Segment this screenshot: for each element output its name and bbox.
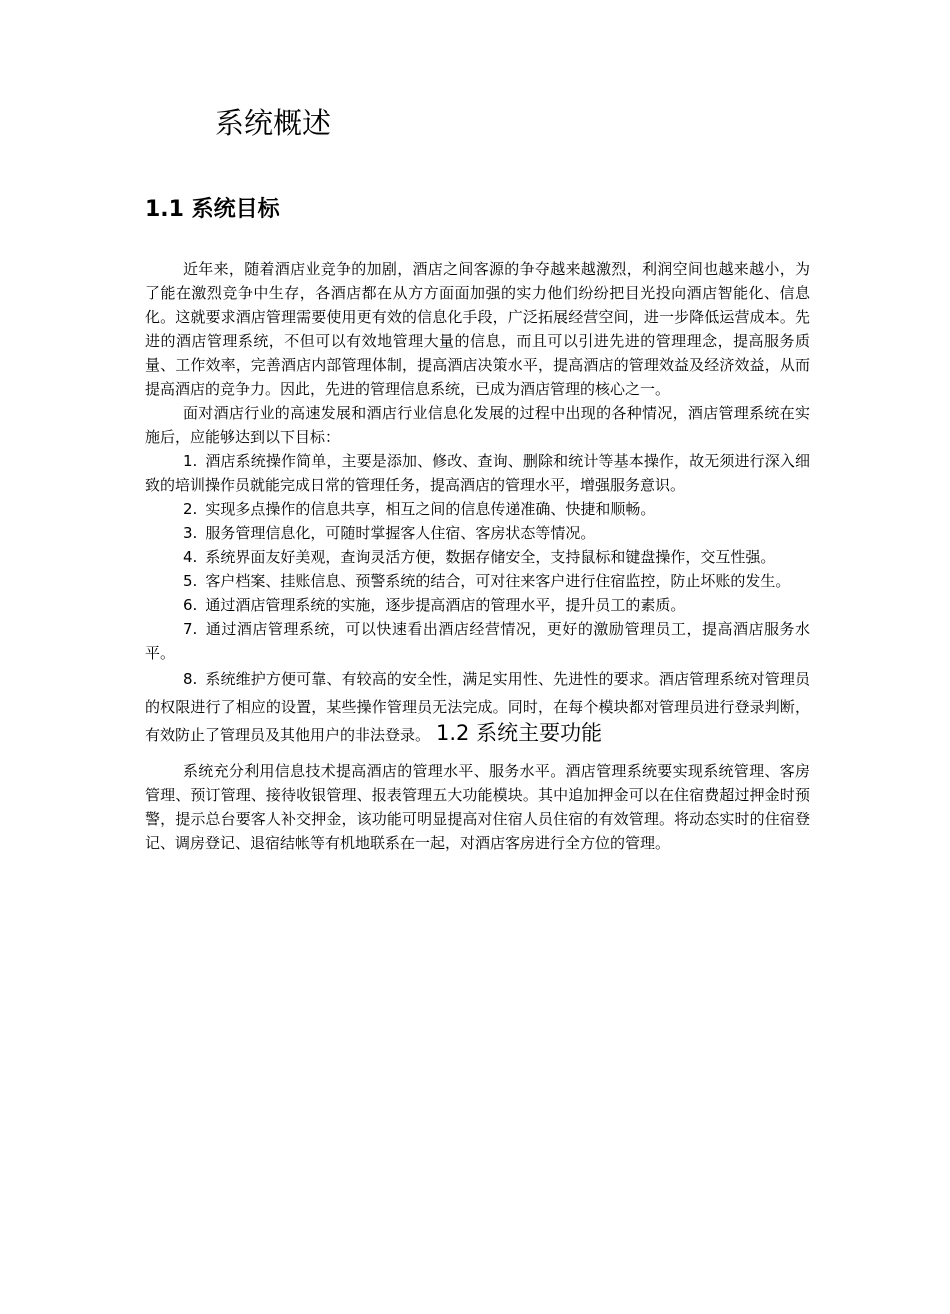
goal-item-number: 8. (183, 670, 198, 688)
section-heading-goals: 1.1 系统目标 (145, 197, 280, 222)
goal-item-number: 4. (183, 548, 198, 566)
goal-item (145, 521, 810, 545)
goal-item (145, 569, 810, 593)
goal-item-number: 2. (183, 500, 198, 518)
functions-paragraph: 系统充分利用信息技术提高酒店的管理水平、服务水平。酒店管理系统要实现系统管理、客房管理、预订管理、接待收银管理、报表管理五大功能模块。其中追加押金可以在住宿费超过押金时预警，提示总台要客人补交押金，该功能可明显提高对住宿人员住宿的有效管理。将动态实时的住宿登记、调房登记、退宿结帐等有机地联系在一起，对酒店客房进行全方位的管理。 (145, 762, 810, 852)
goal-item (145, 665, 810, 749)
goal-item-text: 酒店系统操作简单，主要是添加、修改、查询、删除和统计等基本操作，故无须进行深入细致的培训操作员就能完成日常的管理任务，提高酒店的管理水平，增强服务意识。 (145, 452, 810, 494)
goal-item-number: 5. (183, 572, 198, 590)
goal-item-text: 系统界面友好美观，查询灵活方便，数据存储安全，支持鼠标和键盘操作，交互性强。 (205, 548, 776, 566)
goal-item-text: 系统维护方便可靠、有较高的安全性，满足实用性、先进性的要求。酒店管理系统对管理员的权限进行了相应的设置，某些操作管理员无法完成。同时，在每个模块都对管理员进行登录判断，有效防止了管理员及其他用户的非法登录。 (145, 670, 810, 744)
goal-item-text: 服务管理信息化，可随时掌握客人住宿、客房状态等情况。 (205, 524, 596, 542)
goal-item-number: 3. (183, 524, 198, 542)
goal-item-text: 客户档案、挂账信息、预警系统的结合，可对往来客户进行住宿监控，防止坏账的发生。 (205, 572, 791, 590)
goal-item-text: 通过酒店管理系统，可以快速看出酒店经营情况，更好的激励管理员工，提高酒店服务水平。 (145, 620, 810, 662)
goal-item (145, 617, 810, 665)
goal-item (145, 497, 810, 521)
goal-item-text: 实现多点操作的信息共享，相互之间的信息传递准确、快捷和顺畅。 (205, 500, 656, 518)
goal-item-number: 7. (183, 620, 198, 638)
goal-item-text: 通过酒店管理系统的实施，逐步提高酒店的管理水平，提升员工的素质。 (205, 596, 686, 614)
goals-lead-paragraph: 面对酒店行业的高速发展和酒店行业信息化发展的过程中出现的各种情况，酒店管理系统在实施后，应能够达到以下目标： (145, 404, 810, 446)
section-heading-functions: 1.2 系统主要功能 (436, 721, 603, 745)
intro-paragraph: 近年来，随着酒店业竞争的加剧，酒店之间客源的争夺越来越激烈，利润空间也越来越小，为了能在激烈竞争中生存，各酒店都在从方方面面加强的实力他们纷纷把目光投向酒店智能化、信息化。这就要求酒店管理需要使用更有效的信息化手段，广泛拓展经营空间，进一步降低运营成本。先进的酒店管理系统，不但可以有效地管理大量的信息，而且可以引进先进的管理理念，提高服务质量、工作效率，完善酒店内部管理体制，提高酒店决策水平，提高酒店的管理效益及经济效益，从而提高酒店的竞争力。因此，先进的管理信息系统，已成为酒店管理的核心之一。 (145, 260, 810, 398)
goal-item (145, 593, 810, 617)
document-body (145, 257, 810, 855)
goal-item-number: 6. (183, 596, 198, 614)
goal-item-number: 1. (183, 452, 198, 470)
document-title: 系统概述 (215, 106, 332, 140)
goal-item (145, 545, 810, 569)
goal-item (145, 449, 810, 497)
